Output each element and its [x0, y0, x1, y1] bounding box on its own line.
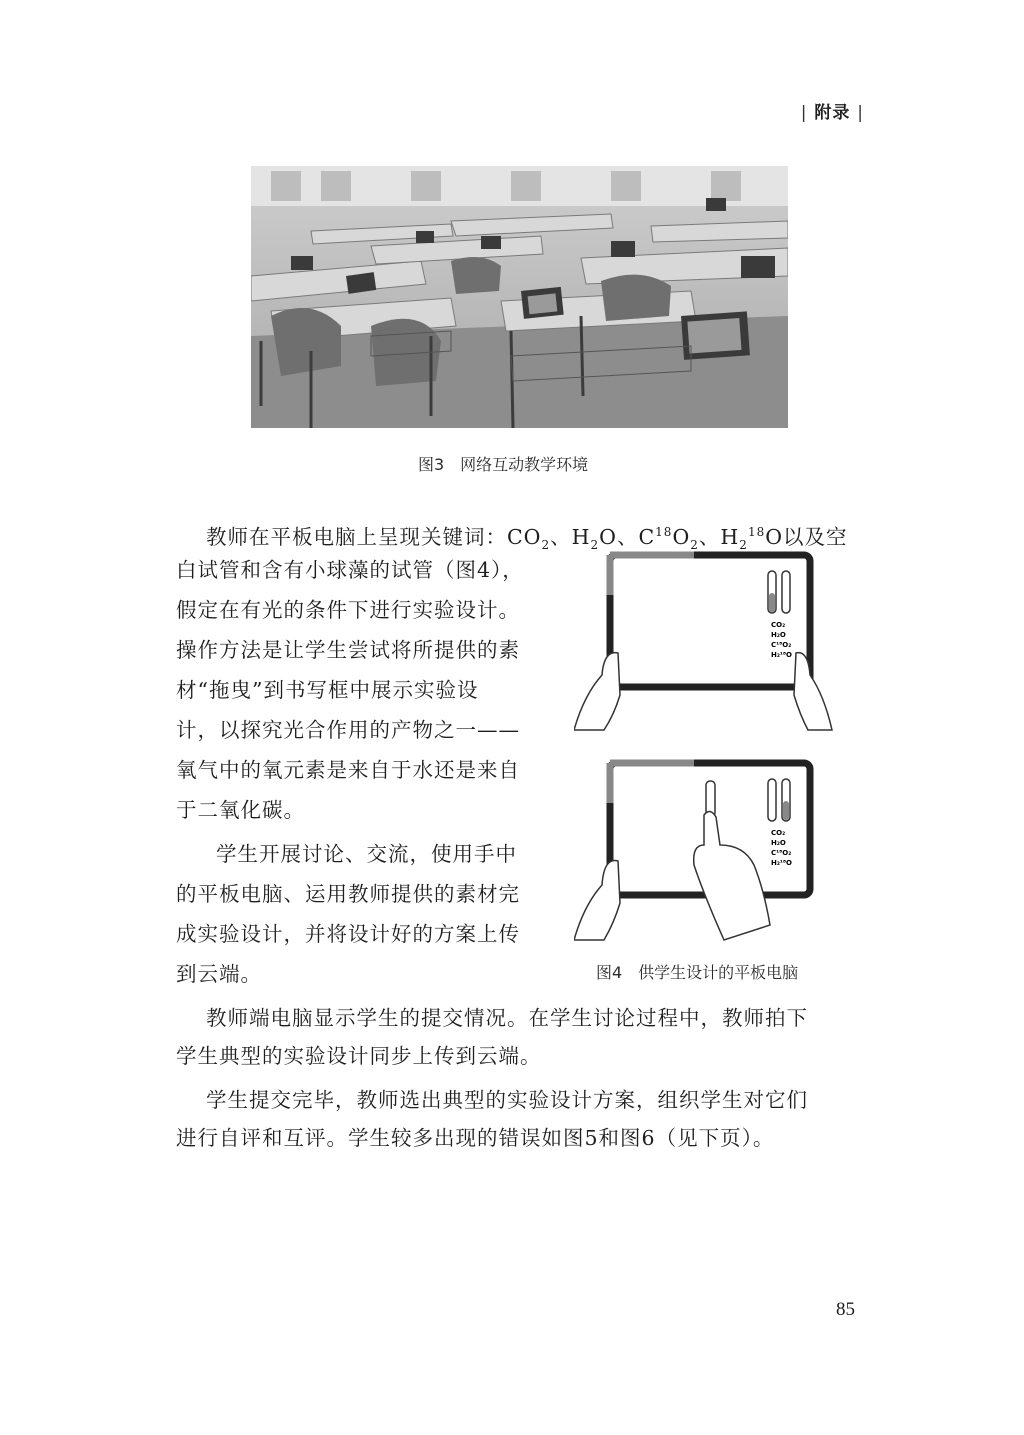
- label-c18o2: C¹⁸O₂: [771, 641, 792, 649]
- paragraph1-lead: 教师在平板电脑上呈现关键词：: [206, 524, 507, 549]
- paragraph2-line: 的平板电脑、运用教师提供的素材完: [176, 882, 520, 906]
- paragraph3-line: 教师端电脑显示学生的提交情况。在学生讨论过程中，教师拍下: [206, 1006, 808, 1030]
- paragraph4-line: 进行自评和互评。学生较多出现的错误如图5和图6（见下页）。: [176, 1126, 775, 1150]
- classroom-photo: [251, 166, 788, 428]
- figure4-caption: 图4 供学生设计的平板电脑: [596, 963, 799, 982]
- label-h218o: H₂¹⁸O: [771, 859, 793, 867]
- figure3-caption: 图3 网络互动教学环境: [418, 455, 589, 474]
- paragraph3-line: 学生典型的实验设计同步上传到云端。: [176, 1044, 542, 1068]
- paragraph2-line: 学生开展讨论、交流，使用手中: [216, 842, 517, 866]
- label-co2: CO₂: [771, 621, 786, 629]
- label-h218o: H₂¹⁸O: [771, 651, 793, 659]
- tablet-1-illustration: [574, 555, 832, 730]
- label-c18o2: C¹⁸O₂: [771, 849, 792, 857]
- paragraph1-line: 计，以探究光合作用的产物之一——: [176, 718, 520, 742]
- page-number: 85: [836, 1299, 855, 1320]
- formula-list: $CO_2$、$H_2O$、$C^{18}O_2$、$H_2^{18}O$: [507, 524, 784, 552]
- paragraph1-line: 材“拖曳”到书写框中展示实验设: [176, 678, 479, 702]
- running-header: | 附录 |: [800, 103, 864, 123]
- section-title: 附录: [814, 103, 851, 123]
- label-h2o: H₂O: [771, 631, 786, 639]
- paragraph1-tail: 以及空: [783, 524, 848, 549]
- paragraph1-line: 白试管和含有小球藻的试管（图4），: [176, 558, 524, 582]
- figure4-tablets: [574, 545, 834, 945]
- paragraph1-line: 操作方法是让学生尝试将所提供的素: [176, 638, 520, 662]
- paragraph4-line: 学生提交完毕，教师选出典型的实验设计方案，组织学生对它们: [206, 1088, 808, 1112]
- paragraph2-line: 成实验设计，并将设计好的方案上传: [176, 922, 520, 946]
- paragraph1-line: 氧气中的氧元素是来自于水还是来自: [176, 758, 520, 782]
- paragraph1-line: 假定在有光的条件下进行实验设计。: [176, 598, 520, 622]
- label-co2: CO₂: [771, 829, 786, 837]
- paragraph2-line: 到云端。: [176, 962, 262, 986]
- tablet-2-illustration: [574, 763, 810, 940]
- label-h2o: H₂O: [771, 839, 786, 847]
- paragraph1-line: 于二氧化碳。: [176, 798, 305, 822]
